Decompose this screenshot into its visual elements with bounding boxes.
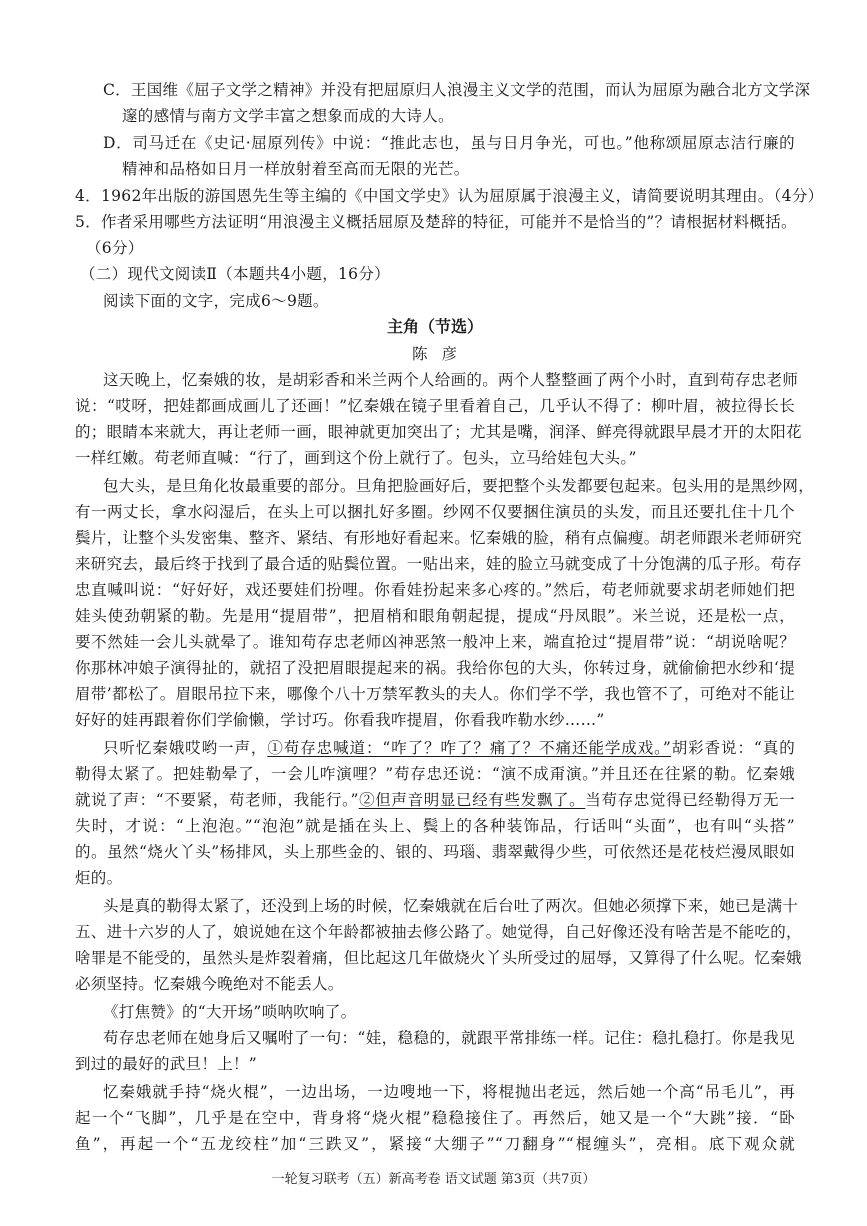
option-c-line-2: 邃的感情与南方文学丰富之想象而成的大诗人。 bbox=[122, 107, 454, 125]
p2-line-5: 忠直喊叫说：“好好好，戏还要娃们扮哩。你看娃扮起来多心疼的。”然后，苟老师就要求胡老师她们把 bbox=[75, 581, 795, 599]
p4-line-1: 头是真的勒得太紧了，还没到上场的时候，忆秦娥就在后台吐了两次。但她必须撑下来，她已是满十 bbox=[103, 897, 799, 915]
p4-line-2: 五、进十六岁的人了，娘说她在这个年龄都被抽去修公路了。她觉得，自己好像还没有啥苦是不能吃的， bbox=[75, 923, 802, 941]
p3-line-6: 炬的。 bbox=[75, 869, 123, 887]
p1-line-2: 说：“哎呀，把娃都画成画儿了还画！”忆秦娥在镜子里看着自己，几乎认不得了：柳叶眉，被拉得长长 bbox=[75, 397, 795, 415]
passage-title: 主角（节选） bbox=[387, 317, 484, 336]
p2-line-7: 要不然娃一会儿头就晕了。谁知苟存忠老师凶神恶煞一般冲上来，端直抢过“提眉带”说：“胡说啥呢？ bbox=[75, 633, 795, 651]
p3-line-3-text: 就说了声：“不要紧，苟老师，我能行。” bbox=[75, 791, 359, 809]
p4-line-3: 啥罪是不能受的，虽然头是炸裂着痛，但比起这几年做烧火丫头所受过的屈辱，又算得了什么呢。忆秦娥 bbox=[75, 949, 802, 967]
p6-line-1: 苟存忠老师在她身后又嘱咐了一句：“娃，稳稳的，就跟平常排练一样。记住：稳扎稳打。你是我见 bbox=[103, 1029, 795, 1047]
p3-line-3 bbox=[75, 790, 795, 810]
p3-line-4: 失时，才说：“上泡泡。”“泡泡”就是插在头上、鬓上的各种装饰品，行话叫“头面”，也有叫“头搭” bbox=[75, 817, 795, 835]
p4-line-4: 必须坚持。忆秦娥今晚绝对不能丢人。 bbox=[75, 975, 344, 993]
option-d-line-1: D．司马迁在《史记·屈原列传》中说：“推此志也，虽与日月争光，可也。”他称颂屈原志洁行廉的 bbox=[103, 134, 795, 152]
option-c-line-1: C．王国维《屈子文学之精神》并没有把屈原归人浪漫主义文学的范围，而认为屈原为融合北方文学深 bbox=[103, 81, 811, 99]
p7-line-1: 忆秦娥就手持“烧火棍”，一边出场，一边嗖地一下，将棍抛出老远，然后她一个高“吊毛儿”，再 bbox=[103, 1083, 795, 1101]
p3-line-5: 的。虽然“烧火丫头”杨排风，头上那些金的、银的、玛瑙、翡翠戴得少些，可依然还是花枝烂漫凤眼如 bbox=[75, 843, 795, 861]
p3-line-3-tail: 当苟存忠觉得已经勒得万无一 bbox=[585, 791, 795, 809]
p2-line-2: 有一两丈长，拿水闷湿后，在头上可以捆扎好多圈。纱网不仅要捆住演员的头发，而且还要扎住十几个 bbox=[75, 503, 795, 521]
p2-line-8: 你那林冲娘子演得扯的，就招了没把眉眼提起来的祸。我给你包的大头，你转过身，就偷偷把水纱和‘提 bbox=[75, 659, 795, 677]
p2-line-6: 娃头使劲朝紧的勒。先是用“提眉带”，把眉梢和眼角朝起提，提成“丹凤眼”。米兰说，还是松一点， bbox=[75, 607, 795, 625]
underlined-sentence-1: ①苟存忠喊道：“咋了？咋了？痛了？不痛还能学成戏。” bbox=[267, 739, 672, 757]
p1-line-3: 的；眼睛本来就大，再让老师一画，眼神就更加突出了；尤其是嘴，润泽、鲜亮得就跟早晨才开的太阳花 bbox=[75, 423, 802, 441]
p3-line-1-tail: 胡彩香说：“真的 bbox=[671, 739, 795, 757]
passage-author: 陈彦 bbox=[412, 345, 472, 363]
question-4: 4．1962年出版的游国恩先生等主编的《中国文学史》认为屈原属于浪漫主义，请简要说明其理由。（4分） bbox=[75, 187, 824, 205]
page-footer: 一轮复习联考（五）新高考卷 语文试题 第3页（共7页） bbox=[271, 1172, 596, 1187]
p3-line-1-text: 只听忆秦娥哎哟一声， bbox=[103, 739, 268, 757]
section-instruction: 阅读下面的文字，完成6～9题。 bbox=[103, 292, 329, 310]
question-5-line-2: （6分） bbox=[86, 239, 144, 257]
p5-line-1: 《打焦赞》的“大开场”唢呐吹响了。 bbox=[103, 1003, 357, 1021]
p2-line-9: 眉带’都松了。眉眼吊拉下来，哪像个八十万禁军教头的夫人。你们学不学，我也管不了，可绝对不能让 bbox=[75, 685, 795, 703]
section-heading: （二）现代文阅读Ⅱ（本题共4小题，16分） bbox=[80, 265, 390, 283]
p1-line-1: 这天晚上，忆秦娥的妆，是胡彩香和米兰两个人给画的。两个人整整画了两个小时，直到苟存忠老师 bbox=[103, 371, 799, 389]
p7-line-2: 起一个“飞脚”，几乎是在空中，背身将“烧火棍”稳稳接住了。再然后，她又是一个“大跳”接．“卧 bbox=[75, 1109, 795, 1127]
p2-line-3: 鬓片，让整个头发密集、整齐、紧结、有形地好看起来。忆秦娥的脸，稍有点偏瘦。胡老师跟米老师研究 bbox=[75, 529, 802, 547]
p6-line-2: 到过的最好的武旦！上！” bbox=[75, 1055, 258, 1073]
p2-line-1: 包大头，是旦角化妆最重要的部分。旦角把脸画好后，要把整个头发都要包起来。包头用的是黑纱网， bbox=[103, 477, 815, 495]
question-5-line-1: 5．作者采用哪些方法证明“用浪漫主义概括屈原及楚辞的特征，可能并不是恰当的”？请根据材料概括。 bbox=[75, 213, 797, 231]
underlined-sentence-2: ②但声音明显已经有些发飘了。 bbox=[358, 791, 586, 809]
p1-line-4: 一样红嫩。苟老师直喊：“行了，画到这个份上就行了。包头，立马给娃包大头。” bbox=[75, 449, 637, 467]
p2-line-4: 来研究去，最后终于找到了最合适的贴鬓位置。一贴出来，娃的脸立马就变成了十分饱满的瓜子形。苟存 bbox=[75, 555, 802, 573]
p2-line-10: 好好的娃再跟着你们学偷懒，学讨巧。你看我咋提眉，你看我咋勒水纱……” bbox=[75, 711, 605, 729]
option-d-line-2: 精神和品格如日月一样放射着至高而无限的光芒。 bbox=[122, 160, 470, 178]
p7-line-3: 鱼”，再起一个“五龙绞柱”加“三跌叉”，紧接“大绷子”“刀翻身”“棍缠头”，亮相。底下观众就 bbox=[75, 1135, 795, 1153]
p3-line-1 bbox=[103, 738, 795, 758]
p3-line-2: 勒得太紧了。把娃勒晕了，一会儿咋演哩？”苟存忠还说：“演不成甭演。”并且还在往紧的勒。忆秦娥 bbox=[75, 765, 795, 783]
